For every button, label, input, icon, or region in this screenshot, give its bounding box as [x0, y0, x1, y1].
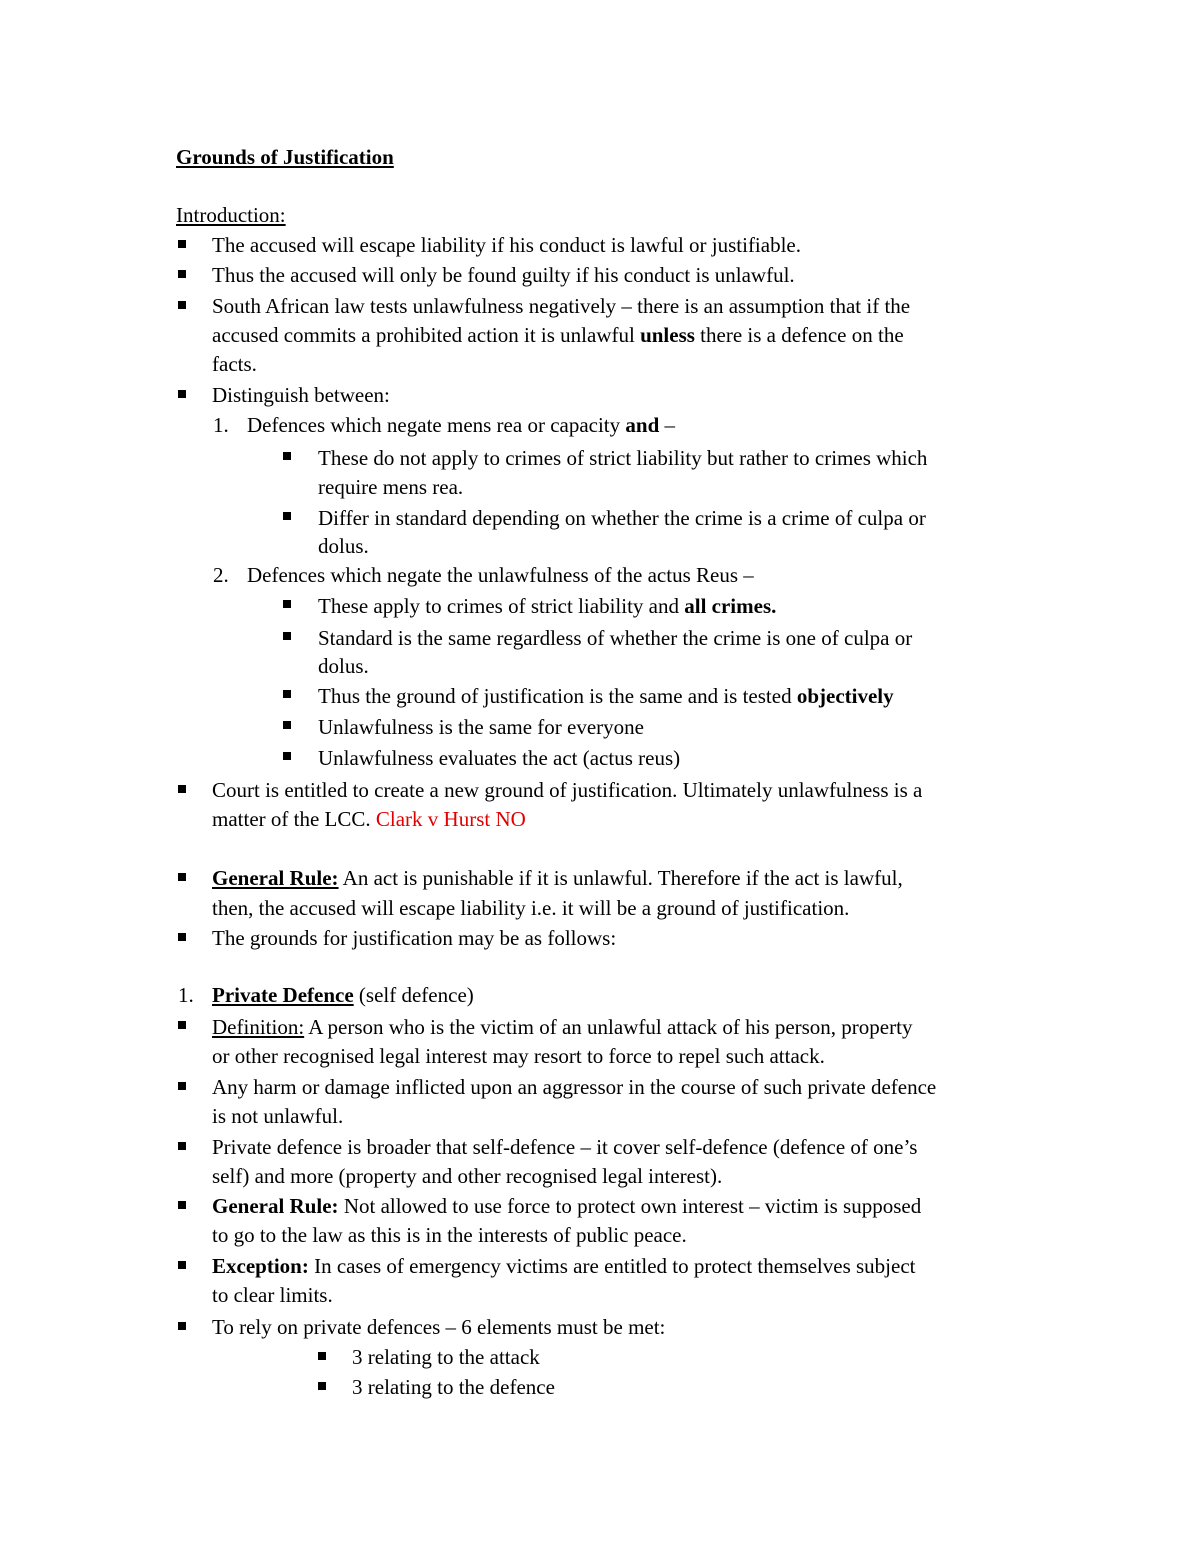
page-title: Grounds of Justification [176, 145, 394, 169]
bullet-icon [178, 1322, 186, 1330]
bullet-icon [283, 632, 291, 640]
bullet-icon [283, 512, 291, 520]
numbered-item-1 [247, 413, 675, 437]
general-rule-label: General Rule: [212, 866, 339, 890]
sub-bullet-2-2-line1: Standard is the same regardless of whether the crime is one of culpa or [318, 626, 913, 650]
bullet-icon [178, 1261, 186, 1269]
sub-bullet-2-4: Unlawfulness is the same for everyone [318, 715, 644, 739]
intro-bullet-1: The accused will escape liability if his conduct is lawful or justifiable. [212, 233, 801, 257]
rely-sub-1: 3 relating to the attack [352, 1345, 540, 1369]
text-run: – [659, 413, 675, 437]
emphasis-and: and [625, 413, 660, 437]
text-run: Not allowed to use force to protect own interest – victim is supposed [338, 1194, 922, 1218]
bullet-icon [283, 452, 291, 460]
bullet-icon [178, 1201, 186, 1209]
bullet-icon [283, 752, 291, 760]
general-rule-line2: then, the accused will escape liability i.e. it will be a ground of justification. [212, 896, 850, 920]
sub-bullet-1-1-line1: These do not apply to crimes of strict liability but rather to crimes which [318, 446, 928, 470]
exception-line2: to clear limits. [212, 1283, 333, 1307]
bullet-icon [178, 390, 186, 398]
sub-bullet-1-1-line2: require mens rea. [318, 475, 464, 499]
definition-line2: or other recognised legal interest may resort to force to repel such attack. [212, 1044, 825, 1068]
harm-line1: Any harm or damage inflicted upon an aggressor in the course of such private defence [212, 1075, 937, 1099]
intro-heading: Introduction: [176, 203, 286, 227]
text-run: Defences which negate mens rea or capacity [247, 413, 626, 437]
emphasis-unless: unless [640, 323, 695, 347]
list-number: 1. [213, 413, 229, 437]
bullet-icon [178, 1142, 186, 1150]
broader-line1: Private defence is broader that self-defence – it cover self-defence (defence of one’s [212, 1135, 918, 1159]
sub-bullet-2-2-line2: dolus. [318, 654, 369, 678]
harm-line2: is not unlawful. [212, 1104, 344, 1128]
sub-bullet-2-1 [318, 594, 776, 618]
rely-sub-2: 3 relating to the defence [352, 1375, 555, 1399]
intro-bullet-2: Thus the accused will only be found guilty if his conduct is unlawful. [212, 263, 795, 287]
exception-line1 [212, 1254, 915, 1278]
text-run: In cases of emergency victims are entitled to protect themselves subject [308, 1254, 916, 1278]
emphasis-all-crimes: all crimes. [684, 594, 777, 618]
broader-line2: self) and more (property and other recognised legal interest). [212, 1164, 723, 1188]
bullet-icon [178, 873, 186, 881]
bullet-icon [178, 240, 186, 248]
exception-label: Exception: [212, 1254, 309, 1278]
bullet-icon [178, 785, 186, 793]
list-number: 1. [178, 983, 194, 1007]
intro-bullet-4: Distinguish between: [212, 383, 390, 407]
definition-line1 [212, 1015, 912, 1039]
pd-general-rule-line2: to go to the law as this is in the interests of public peace. [212, 1223, 687, 1247]
emphasis-objectively: objectively [796, 684, 894, 708]
sub-bullet-1-2-line2: dolus. [318, 534, 369, 558]
text-run: there is a defence on the [694, 323, 904, 347]
intro-bullet-3-line3: facts. [212, 352, 257, 376]
definition-label: Definition: [212, 1015, 305, 1039]
sub-bullet-2-3 [318, 684, 894, 708]
pd-general-rule-line1 [212, 1194, 921, 1218]
intro-bullet-5-line2 [212, 807, 526, 831]
numbered-item-2: Defences which negate the unlawfulness of the actus Reus – [247, 563, 754, 587]
text-run: matter of the LCC. [212, 807, 376, 831]
text-run: These apply to crimes of strict liability and [318, 594, 685, 618]
text-run: Thus the ground of justification is the same and is tested [318, 684, 797, 708]
bullet-icon [178, 270, 186, 278]
private-defence-heading [212, 983, 474, 1007]
intro-bullet-5-line1: Court is entitled to create a new ground of justification. Ultimately unlawfulness is a [212, 778, 923, 802]
text-run: (self defence) [353, 983, 474, 1007]
case-citation: Clark v Hurst NO [375, 807, 526, 831]
section-heading: Private Defence [212, 983, 354, 1007]
bullet-icon [283, 690, 291, 698]
grounds-list-intro: The grounds for justification may be as follows: [212, 926, 617, 950]
list-number: 2. [213, 563, 229, 587]
sub-bullet-2-5: Unlawfulness evaluates the act (actus reus) [318, 746, 681, 770]
general-rule-label: General Rule: [212, 1194, 339, 1218]
bullet-icon [178, 933, 186, 941]
bullet-icon [283, 600, 291, 608]
bullet-icon [178, 1082, 186, 1090]
bullet-icon [283, 721, 291, 729]
text-run: An act is punishable if it is unlawful. Therefore if the act is lawful, [338, 866, 903, 890]
intro-bullet-3-line1: South African law tests unlawfulness negatively – there is an assumption that if the [212, 294, 911, 318]
bullet-icon [178, 1021, 186, 1029]
sub-bullet-1-2-line1: Differ in standard depending on whether the crime is a crime of culpa or [318, 506, 926, 530]
text-run: accused commits a prohibited action it is unlawful [212, 323, 641, 347]
intro-bullet-3-line2 [212, 323, 904, 347]
text-run: A person who is the victim of an unlawful attack of his person, property [304, 1015, 913, 1039]
bullet-icon [318, 1382, 326, 1390]
rely-line: To rely on private defences – 6 elements must be met: [212, 1315, 666, 1339]
bullet-icon [178, 301, 186, 309]
general-rule-line1 [212, 866, 903, 890]
bullet-icon [318, 1352, 326, 1360]
